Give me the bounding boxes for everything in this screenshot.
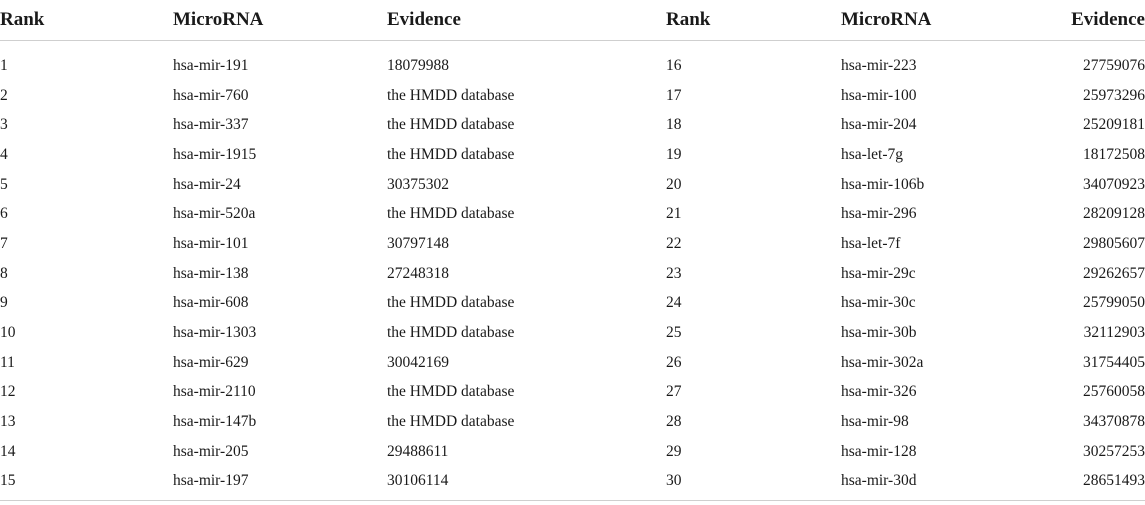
evidence-cell: 34370878 — [1083, 413, 1145, 431]
rank-cell: 24 — [666, 294, 682, 312]
evidence-cell: the HMDD database — [387, 413, 515, 431]
rank-cell: 2 — [0, 86, 8, 104]
header-rank-right: Rank — [666, 0, 841, 41]
table-header — [0, 0, 1145, 41]
rank-cell: 8 — [0, 264, 8, 282]
microrna-cell: hsa-mir-302a — [841, 353, 924, 371]
evidence-cell: 25209181 — [1083, 116, 1145, 134]
rank-cell: 29 — [666, 442, 682, 460]
rank-cell: 7 — [0, 234, 8, 252]
table-row — [0, 318, 1145, 348]
table-row — [0, 259, 1145, 289]
microrna-cell: hsa-mir-1303 — [173, 324, 257, 342]
table-row — [0, 467, 1145, 501]
table-row — [0, 41, 1145, 81]
microrna-cell: hsa-mir-326 — [841, 383, 917, 401]
microrna-cell: hsa-mir-30c — [841, 294, 916, 312]
table-row — [0, 407, 1145, 437]
microrna-cell: hsa-mir-191 — [173, 56, 249, 74]
table-row — [0, 199, 1145, 229]
evidence-cell: 30375302 — [387, 175, 449, 193]
rank-cell: 9 — [0, 294, 8, 312]
evidence-cell: the HMDD database — [387, 86, 515, 104]
microrna-cell: hsa-mir-223 — [841, 56, 917, 74]
microrna-cell: hsa-mir-128 — [841, 442, 917, 460]
microrna-cell: hsa-let-7g — [841, 145, 903, 163]
table-row — [0, 378, 1145, 408]
microrna-cell: hsa-mir-147b — [173, 413, 257, 431]
microrna-cell: hsa-mir-629 — [173, 353, 249, 371]
rank-cell: 3 — [0, 116, 8, 134]
microrna-cell: hsa-mir-2110 — [173, 383, 256, 401]
evidence-cell: 25973296 — [1083, 86, 1145, 104]
table-row — [0, 437, 1145, 467]
rank-cell: 10 — [0, 324, 16, 342]
microrna-cell: hsa-mir-608 — [173, 294, 249, 312]
evidence-cell: 30257253 — [1083, 442, 1145, 460]
microrna-cell: hsa-mir-98 — [841, 413, 909, 431]
evidence-cell: 25760058 — [1083, 383, 1145, 401]
rank-cell: 21 — [666, 205, 682, 223]
evidence-cell: the HMDD database — [387, 205, 515, 223]
microrna-cell: hsa-mir-204 — [841, 116, 917, 134]
evidence-cell: the HMDD database — [387, 324, 515, 342]
evidence-cell: 18079988 — [387, 56, 449, 74]
rank-cell: 23 — [666, 264, 682, 282]
table-row — [0, 170, 1145, 200]
rank-cell: 15 — [0, 467, 173, 501]
evidence-cell: 32112903 — [1083, 324, 1145, 342]
microrna-cell: hsa-mir-337 — [173, 116, 249, 134]
evidence-cell: the HMDD database — [387, 116, 515, 134]
rank-cell: 22 — [666, 234, 682, 252]
rank-cell: 16 — [666, 56, 682, 74]
evidence-cell: the HMDD database — [387, 383, 515, 401]
evidence-cell: 18172508 — [1083, 145, 1145, 163]
rank-cell: 1 — [0, 56, 8, 74]
rank-cell: 30 — [666, 467, 841, 501]
microrna-cell: hsa-mir-138 — [173, 264, 249, 282]
microrna-cell: hsa-mir-30b — [841, 324, 917, 342]
evidence-cell: 29488611 — [387, 442, 449, 460]
rank-cell: 20 — [666, 175, 682, 193]
microrna-cell: hsa-mir-106b — [841, 175, 925, 193]
rank-cell: 18 — [666, 116, 682, 134]
evidence-cell: 25799050 — [1083, 294, 1145, 312]
evidence-cell: 30106114 — [387, 467, 666, 501]
header-microrna-right: MicroRNA — [841, 0, 1066, 41]
rank-cell: 27 — [666, 383, 682, 401]
table-body — [0, 41, 1145, 501]
header-evidence-right: Evidence — [1066, 0, 1145, 41]
rank-cell: 13 — [0, 413, 16, 431]
microrna-cell: hsa-mir-30d — [841, 467, 1066, 501]
rank-cell: 17 — [666, 86, 682, 104]
table-row — [0, 289, 1145, 319]
microrna-cell: hsa-mir-296 — [841, 205, 917, 223]
rank-cell: 6 — [0, 205, 8, 223]
rank-cell: 12 — [0, 383, 16, 401]
header-row — [0, 0, 1145, 41]
rank-cell: 5 — [0, 175, 8, 193]
evidence-cell: 29805607 — [1083, 234, 1145, 252]
microrna-cell: hsa-mir-205 — [173, 442, 249, 460]
table-row — [0, 348, 1145, 378]
microrna-cell: hsa-mir-760 — [173, 86, 249, 104]
header-microrna-left: MicroRNA — [173, 0, 387, 41]
evidence-cell: 27759076 — [1083, 56, 1145, 74]
evidence-cell: 29262657 — [1083, 264, 1145, 282]
evidence-cell: 28651493 — [1066, 467, 1145, 501]
microrna-cell: hsa-mir-24 — [173, 175, 241, 193]
evidence-cell: 31754405 — [1083, 353, 1145, 371]
header-rank-left: Rank — [0, 0, 173, 41]
rank-cell: 28 — [666, 413, 682, 431]
evidence-cell: 27248318 — [387, 264, 449, 282]
microrna-cell: hsa-let-7f — [841, 234, 901, 252]
microrna-cell: hsa-mir-101 — [173, 234, 249, 252]
microrna-cell: hsa-mir-1915 — [173, 145, 257, 163]
evidence-cell: 30042169 — [387, 353, 449, 371]
evidence-cell: the HMDD database — [387, 145, 515, 163]
header-evidence-left: Evidence — [387, 0, 666, 41]
rank-cell: 4 — [0, 145, 8, 163]
rank-cell: 19 — [666, 145, 682, 163]
rank-cell: 25 — [666, 324, 682, 342]
microrna-cell: hsa-mir-100 — [841, 86, 917, 104]
microrna-cell: hsa-mir-29c — [841, 264, 916, 282]
evidence-cell: 30797148 — [387, 234, 449, 252]
microrna-cell: hsa-mir-520a — [173, 205, 256, 223]
rank-cell: 26 — [666, 353, 682, 371]
table-row — [0, 140, 1145, 170]
rank-cell: 11 — [0, 353, 15, 371]
table-row — [0, 110, 1145, 140]
evidence-cell: the HMDD database — [387, 294, 515, 312]
table-row — [0, 229, 1145, 259]
evidence-cell: 28209128 — [1083, 205, 1145, 223]
rank-cell: 14 — [0, 442, 16, 460]
table-row — [0, 81, 1145, 111]
microrna-cell: hsa-mir-197 — [173, 467, 387, 501]
evidence-cell: 34070923 — [1083, 175, 1145, 193]
